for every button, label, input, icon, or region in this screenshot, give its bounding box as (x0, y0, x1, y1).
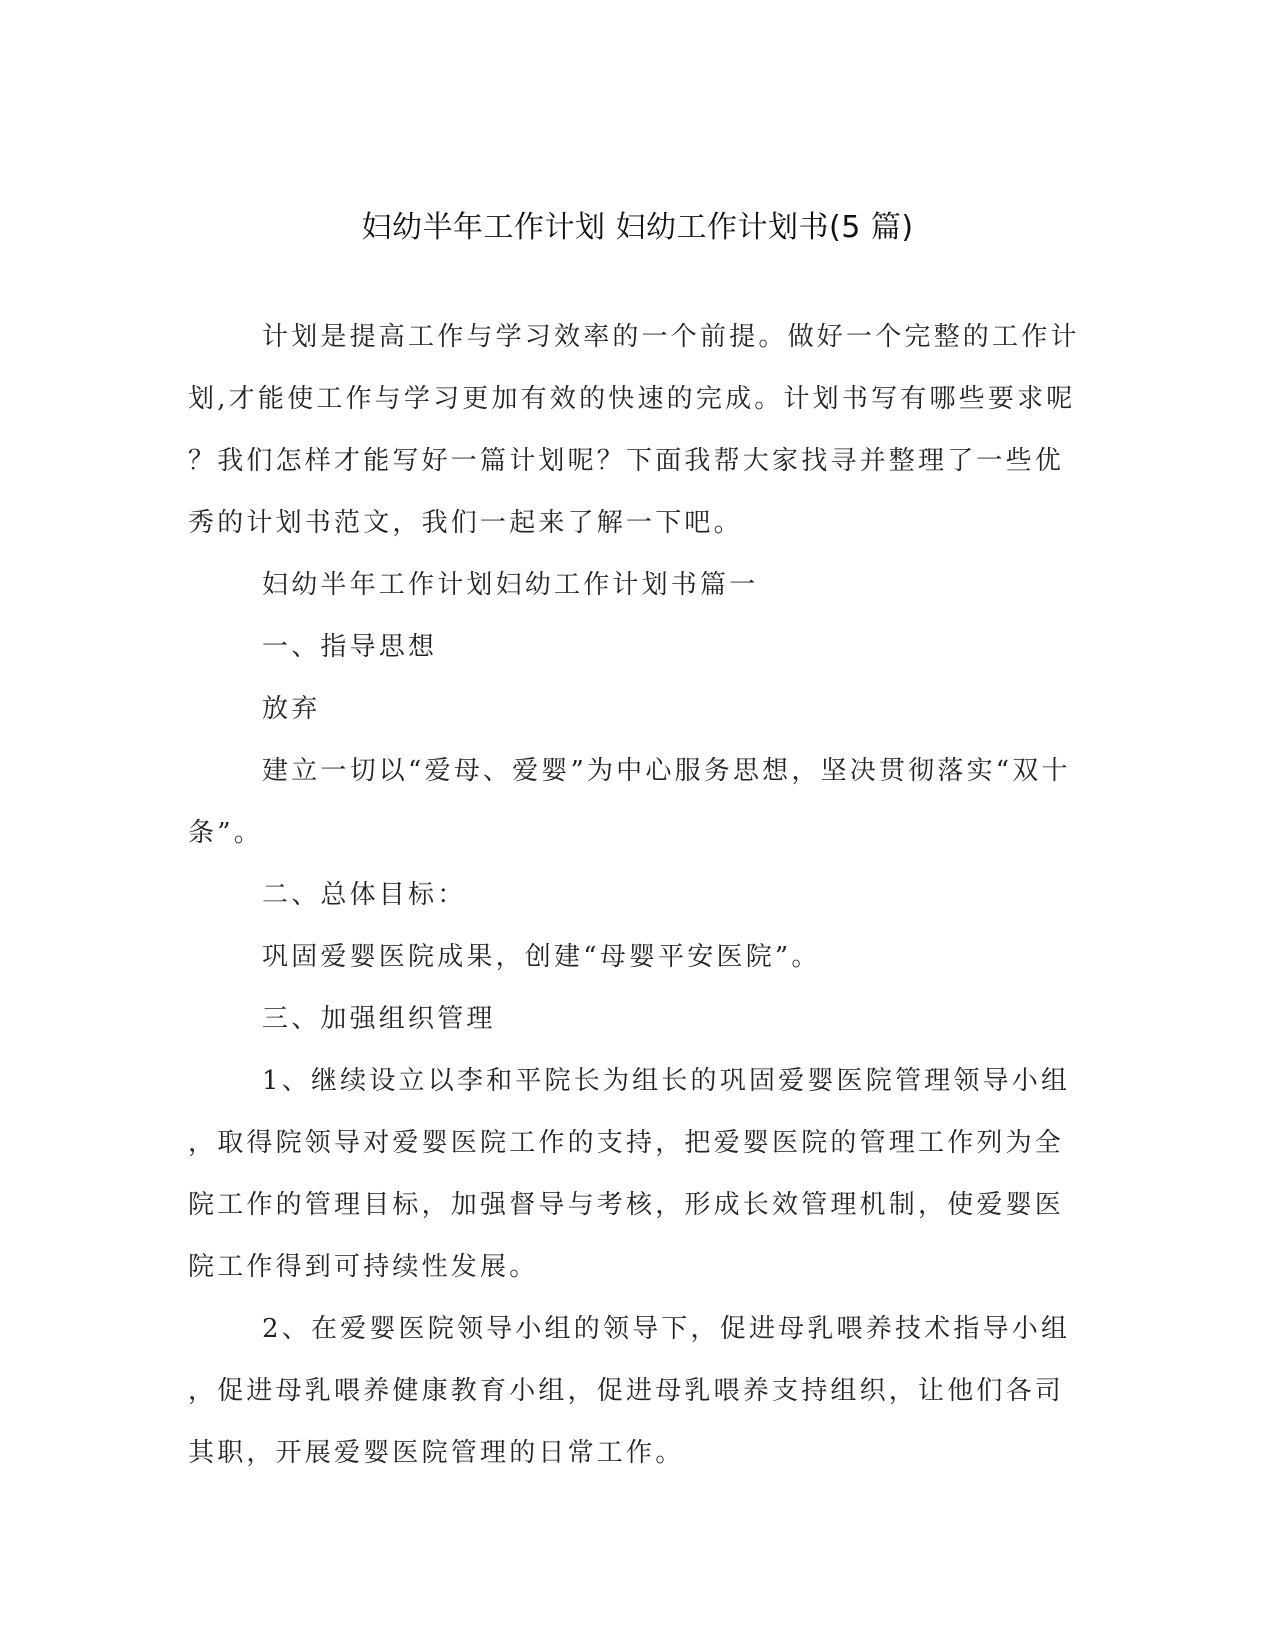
section-heading: 二、总体目标： (262, 880, 467, 910)
body-line: ？我们怎样才能写好一篇计划呢？下面我帮大家找寻并整理了一些优 (188, 446, 1065, 476)
document-body (188, 306, 1088, 1484)
body-line: 其职，开展爱婴医院管理的日常工作。 (188, 1438, 685, 1468)
body-line: 秀的计划书范文，我们一起来了解一下吧。 (188, 508, 743, 538)
section-heading: 三、加强组织管理 (262, 1004, 496, 1034)
section-heading: 妇幼半年工作计划妇幼工作计划书篇一 (262, 570, 759, 600)
body-line: 计划是提高工作与学习效率的一个前提。做好一个完整的工作计 (262, 322, 1080, 352)
section-heading: 一、指导思想 (262, 632, 438, 662)
body-line: ，取得院领导对爱婴医院工作的支持，把爱婴医院的管理工作列为全 (188, 1128, 1065, 1158)
document-title: 妇幼半年工作计划 妇幼工作计划书(5 篇) (361, 210, 914, 245)
body-line: 条”。 (188, 818, 263, 848)
body-line: 放弃 (262, 694, 321, 724)
body-line: 巩固爱婴医院成果，创建“母婴平安医院”。 (262, 942, 821, 972)
body-line: 2、在爱婴医院领导小组的领导下，促进母乳喂养技术指导小组 (262, 1314, 1071, 1344)
body-line: ，促进母乳喂养健康教育小组，促进母乳喂养支持组织，让他们各司 (188, 1376, 1065, 1406)
body-line: 院工作的管理目标，加强督导与考核，形成长效管理机制，使爱婴医 (188, 1190, 1065, 1220)
body-line: 划,才能使工作与学习更加有效的快速的完成。计划书写有哪些要求呢 (188, 384, 1076, 414)
body-line: 1、继续设立以李和平院长为组长的巩固爱婴医院管理领导小组 (262, 1066, 1071, 1096)
body-line: 建立一切以“爱母、爱婴”为中心服务思想，坚决贯彻落实“双十 (262, 756, 1071, 786)
body-line: 院工作得到可持续性发展。 (188, 1252, 539, 1282)
